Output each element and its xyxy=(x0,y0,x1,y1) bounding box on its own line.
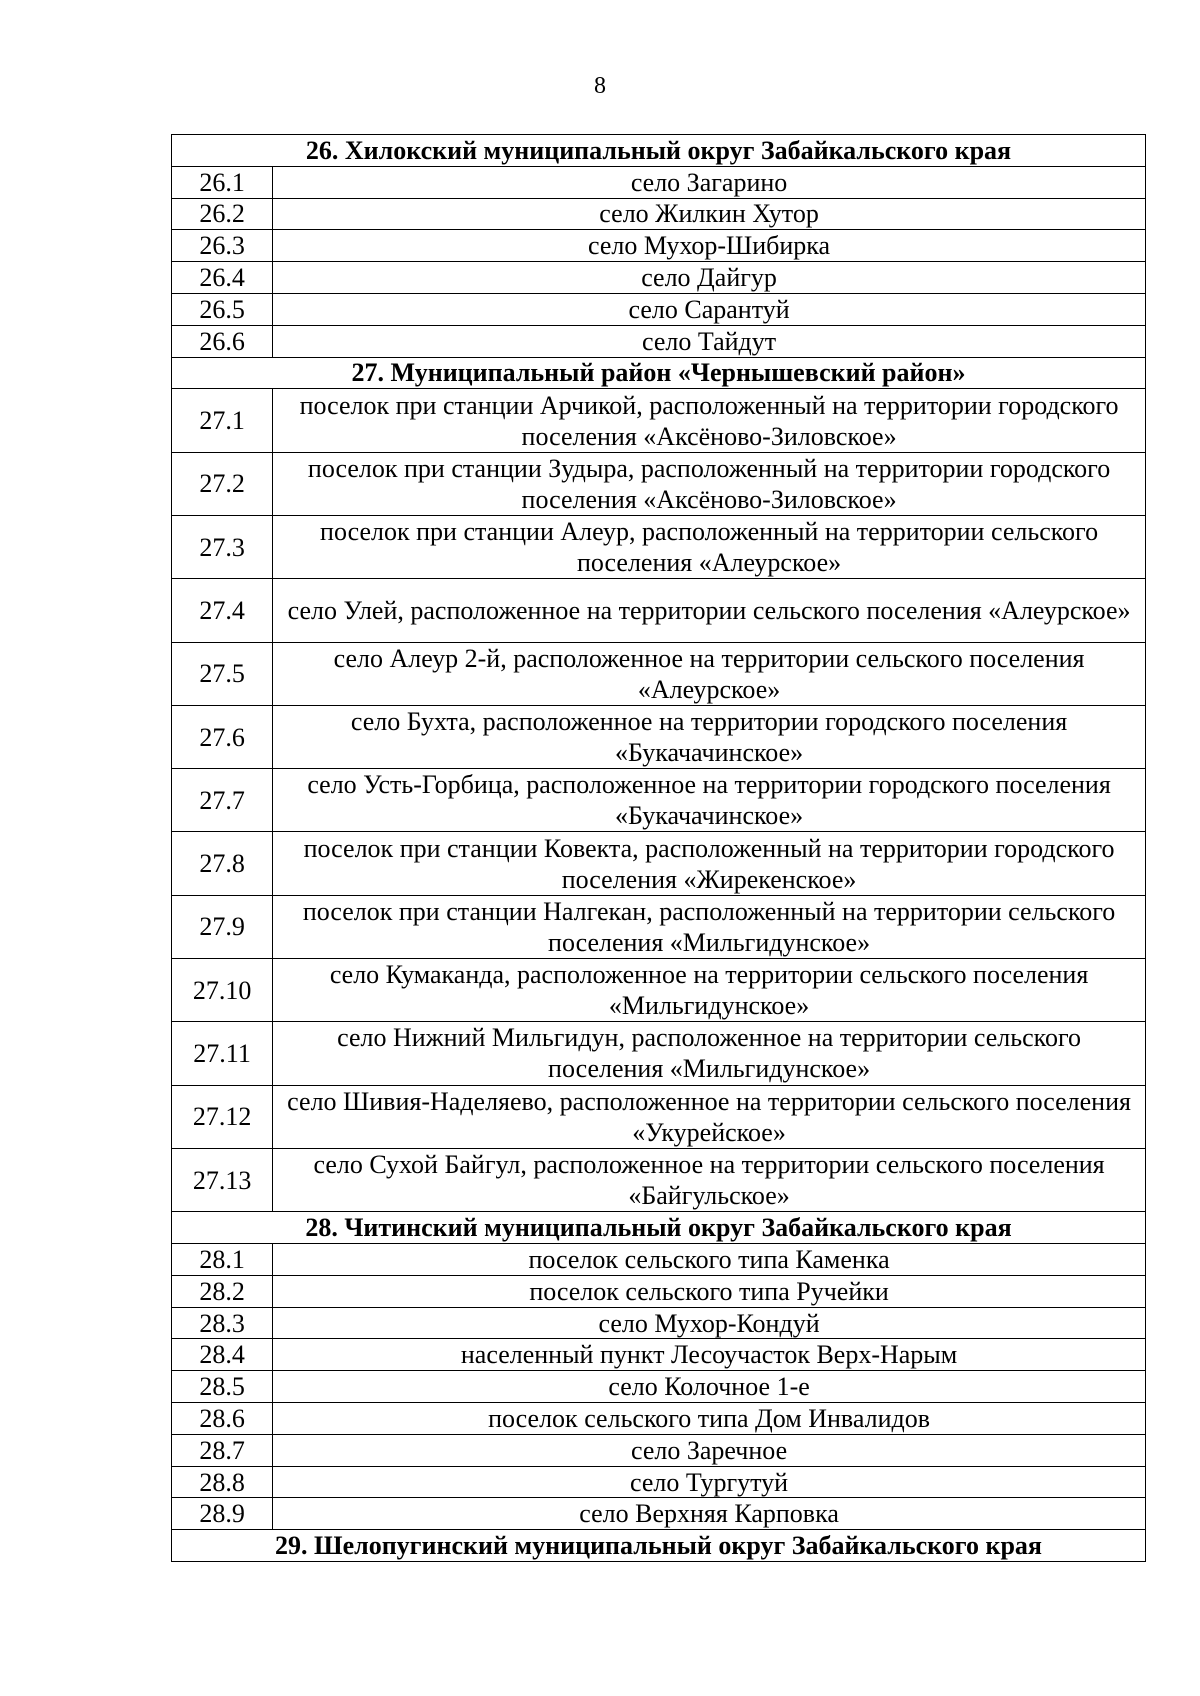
row-number: 27.13 xyxy=(172,1148,273,1211)
table-row xyxy=(172,389,1146,452)
table-row xyxy=(172,166,1146,198)
settlement-name: село Кумаканда, расположенное на территории сельского поселения «Мильгидунское» xyxy=(273,959,1146,1022)
settlement-name: село Сарантуй xyxy=(273,293,1146,325)
settlement-name: поселок при станции Зудыра, расположенный на территории городского поселения «Аксёново-Зиловское» xyxy=(273,452,1146,515)
table-row xyxy=(172,1085,1146,1148)
section-header-row xyxy=(172,135,1146,167)
row-number: 27.3 xyxy=(172,515,273,578)
table-row xyxy=(172,1148,1146,1211)
settlement-name: село Загарино xyxy=(273,166,1146,198)
page-number: 8 xyxy=(594,73,606,99)
table-row xyxy=(172,1022,1146,1085)
table-row xyxy=(172,959,1146,1022)
settlement-name: поселок при станции Ковекта, расположенный на территории городского поселения «Жирекенское» xyxy=(273,832,1146,895)
settlement-name: село Тайдут xyxy=(273,325,1146,357)
row-number: 26.1 xyxy=(172,166,273,198)
settlement-name: поселок сельского типа Каменка xyxy=(273,1244,1146,1276)
table-row xyxy=(172,642,1146,705)
row-number: 26.4 xyxy=(172,262,273,294)
row-number: 28.4 xyxy=(172,1339,273,1371)
table-row xyxy=(172,198,1146,230)
settlement-name: поселок при станции Налгекан, расположенный на территории сельского поселения «Мильгидунское» xyxy=(273,895,1146,958)
table-row xyxy=(172,515,1146,578)
table-row xyxy=(172,1371,1146,1403)
row-number: 28.2 xyxy=(172,1275,273,1307)
settlement-name: село Тургутуй xyxy=(273,1466,1146,1498)
settlement-name: село Дайгур xyxy=(273,262,1146,294)
table-row xyxy=(172,1498,1146,1530)
row-number: 28.9 xyxy=(172,1498,273,1530)
row-number: 27.12 xyxy=(172,1085,273,1148)
row-number: 28.5 xyxy=(172,1371,273,1403)
table-row xyxy=(172,293,1146,325)
settlement-name: поселок сельского типа Ручейки xyxy=(273,1275,1146,1307)
table-row xyxy=(172,1244,1146,1276)
settlement-name: село Алеур 2-й, расположенное на территории сельского поселения «Алеурское» xyxy=(273,642,1146,705)
settlement-name: село Улей, расположенное на территории сельского поселения «Алеурское» xyxy=(273,579,1146,642)
settlement-name: село Нижний Мильгидун, расположенное на территории сельского поселения «Мильгидунское» xyxy=(273,1022,1146,1085)
table-row xyxy=(172,579,1146,642)
settlement-name: поселок сельского типа Дом Инвалидов xyxy=(273,1403,1146,1435)
table-row xyxy=(172,1275,1146,1307)
settlement-name: населенный пункт Лесоучасток Верх-Нарым xyxy=(273,1339,1146,1371)
settlement-name: село Заречное xyxy=(273,1434,1146,1466)
row-number: 27.11 xyxy=(172,1022,273,1085)
row-number: 27.1 xyxy=(172,389,273,452)
row-number: 28.8 xyxy=(172,1466,273,1498)
settlement-name: село Жилкин Хутор xyxy=(273,198,1146,230)
settlement-name: село Сухой Байгул, расположенное на территории сельского поселения «Байгульское» xyxy=(273,1148,1146,1211)
table-row xyxy=(172,230,1146,262)
section-header-row xyxy=(172,357,1146,389)
section-header-row xyxy=(172,1212,1146,1244)
section-title: 29. Шелопугинский муниципальный округ Забайкальского края xyxy=(172,1530,1146,1562)
row-number: 27.8 xyxy=(172,832,273,895)
table-row xyxy=(172,705,1146,768)
settlement-name: село Бухта, расположенное на территории городского поселения «Букачачинское» xyxy=(273,705,1146,768)
settlement-name: село Мухор-Шибирка xyxy=(273,230,1146,262)
settlements-table-body xyxy=(172,135,1146,1562)
settlement-name: село Верхняя Карповка xyxy=(273,1498,1146,1530)
settlement-name: поселок при станции Арчикой, расположенный на территории городского поселения «Аксёново-Зиловское» xyxy=(273,389,1146,452)
table-row xyxy=(172,1403,1146,1435)
row-number: 27.4 xyxy=(172,579,273,642)
section-header-row xyxy=(172,1530,1146,1562)
row-number: 27.7 xyxy=(172,769,273,832)
table-row xyxy=(172,1307,1146,1339)
table-row xyxy=(172,1434,1146,1466)
settlement-name: село Мухор-Кондуй xyxy=(273,1307,1146,1339)
row-number: 27.9 xyxy=(172,895,273,958)
row-number: 28.7 xyxy=(172,1434,273,1466)
row-number: 27.5 xyxy=(172,642,273,705)
table-row xyxy=(172,262,1146,294)
settlement-name: село Шивия-Наделяево, расположенное на территории сельского поселения «Укурейское» xyxy=(273,1085,1146,1148)
row-number: 26.2 xyxy=(172,198,273,230)
settlement-name: село Колочное 1-е xyxy=(273,1371,1146,1403)
row-number: 26.6 xyxy=(172,325,273,357)
table-row xyxy=(172,1466,1146,1498)
row-number: 28.1 xyxy=(172,1244,273,1276)
table-row xyxy=(172,452,1146,515)
section-title: 26. Хилокский муниципальный округ Забайкальского края xyxy=(172,135,1146,167)
section-title: 27. Муниципальный район «Чернышевский район» xyxy=(172,357,1146,389)
settlements-table xyxy=(171,134,1146,1562)
table-row xyxy=(172,769,1146,832)
row-number: 27.10 xyxy=(172,959,273,1022)
table-row xyxy=(172,895,1146,958)
row-number: 26.5 xyxy=(172,293,273,325)
row-number: 26.3 xyxy=(172,230,273,262)
row-number: 28.3 xyxy=(172,1307,273,1339)
table-row xyxy=(172,1339,1146,1371)
settlement-name: село Усть-Горбица, расположенное на территории городского поселения «Букачачинское» xyxy=(273,769,1146,832)
row-number: 27.2 xyxy=(172,452,273,515)
settlement-name: поселок при станции Алеур, расположенный на территории сельского поселения «Алеурское» xyxy=(273,515,1146,578)
section-title: 28. Читинский муниципальный округ Забайкальского края xyxy=(172,1212,1146,1244)
table-row xyxy=(172,832,1146,895)
row-number: 28.6 xyxy=(172,1403,273,1435)
table-row xyxy=(172,325,1146,357)
row-number: 27.6 xyxy=(172,705,273,768)
